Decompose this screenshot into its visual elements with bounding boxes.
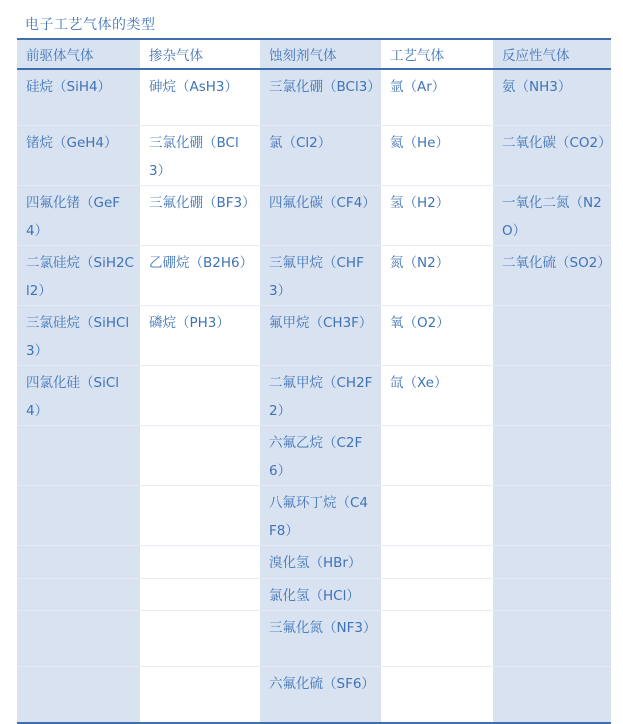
table-cell: 三氯化硼（BCl3） [140, 126, 260, 186]
table-cell [381, 426, 493, 486]
table-cell: 四氟化碳（CF4） [260, 186, 381, 246]
table-cell: 氮（N2） [381, 246, 493, 306]
table-cell: 六氟化硫（SF6） [260, 667, 381, 724]
table-cell: 锗烷（GeH4） [17, 126, 140, 186]
table-row [17, 426, 611, 486]
table-cell: 氟甲烷（CH3F） [260, 306, 381, 366]
table-cell [493, 546, 611, 579]
table-cell: 三氯硅烷（SiHCl3） [17, 306, 140, 366]
table-row [17, 667, 611, 724]
table-cell: 氩（Ar） [381, 69, 493, 126]
table-caption: 电子工艺气体的类型 [25, 17, 156, 33]
header-etchant: 蚀刻剂气体 [260, 39, 381, 69]
table-cell: 硅烷（SiH4） [17, 69, 140, 126]
table-cell [17, 486, 140, 546]
table-cell [17, 611, 140, 667]
table-cell: 三氯化硼（BCl3） [260, 69, 381, 126]
table-cell: 磷烷（PH3） [140, 306, 260, 366]
table-cell: 氙（Xe） [381, 366, 493, 426]
table-header-row [17, 39, 611, 69]
table-cell: 氯化氢（HCl） [260, 578, 381, 611]
table-cell: 氢（H2） [381, 186, 493, 246]
table-cell: 四氟化锗（GeF4） [17, 186, 140, 246]
table-cell [493, 426, 611, 486]
table-cell [140, 578, 260, 611]
table-cell [140, 366, 260, 426]
table-cell: 氨（NH3） [493, 69, 611, 126]
header-process: 工艺气体 [381, 39, 493, 69]
table-cell [493, 366, 611, 426]
table-cell [381, 546, 493, 579]
table-cell: 氧（O2） [381, 306, 493, 366]
table-cell [381, 486, 493, 546]
table-cell: 二氯硅烷（SiH2Cl2） [17, 246, 140, 306]
table-cell [140, 486, 260, 546]
table-row [17, 366, 611, 426]
table-row [17, 546, 611, 579]
table-cell: 二氧化碳（CO2） [493, 126, 611, 186]
table-cell [493, 667, 611, 724]
table-cell [17, 546, 140, 579]
table-cell: 二氧化硫（SO2） [493, 246, 611, 306]
table-row [17, 306, 611, 366]
table-cell: 氯（Cl2） [260, 126, 381, 186]
table-cell: 三氟甲烷（CHF3） [260, 246, 381, 306]
table-row [17, 126, 611, 186]
table-cell [493, 611, 611, 667]
table-cell [493, 486, 611, 546]
table-row [17, 578, 611, 611]
table-row [17, 69, 611, 126]
table-row [17, 611, 611, 667]
table-cell [381, 611, 493, 667]
table-row [17, 246, 611, 306]
table-cell: 三氟化硼（BF3） [140, 186, 260, 246]
table-cell [493, 306, 611, 366]
table-cell: 溴化氢（HBr） [260, 546, 381, 579]
table-cell: 四氯化硅（SiCl4） [17, 366, 140, 426]
table-cell: 氦（He） [381, 126, 493, 186]
table-cell [493, 578, 611, 611]
table-cell [140, 667, 260, 724]
table-cell [381, 667, 493, 724]
table-row [17, 486, 611, 546]
header-reactive: 反应性气体 [493, 39, 611, 69]
table-cell [140, 426, 260, 486]
table-cell [140, 611, 260, 667]
table-cell: 乙硼烷（B2H6） [140, 246, 260, 306]
table-cell [140, 546, 260, 579]
table-cell: 八氟环丁烷（C4F8） [260, 486, 381, 546]
gas-types-table [17, 38, 611, 724]
table-cell: 六氟乙烷（C2F6） [260, 426, 381, 486]
table-cell: 三氟化氮（NF3） [260, 611, 381, 667]
table-cell [17, 578, 140, 611]
table-row [17, 186, 611, 246]
header-precursor: 前驱体气体 [17, 39, 140, 69]
header-dopant: 掺杂气体 [140, 39, 260, 69]
table-cell: 二氟甲烷（CH2F2） [260, 366, 381, 426]
table-cell [17, 667, 140, 724]
table-cell [17, 426, 140, 486]
table-cell: 砷烷（AsH3） [140, 69, 260, 126]
table-cell: 一氧化二氮（N2O） [493, 186, 611, 246]
table-cell [381, 578, 493, 611]
